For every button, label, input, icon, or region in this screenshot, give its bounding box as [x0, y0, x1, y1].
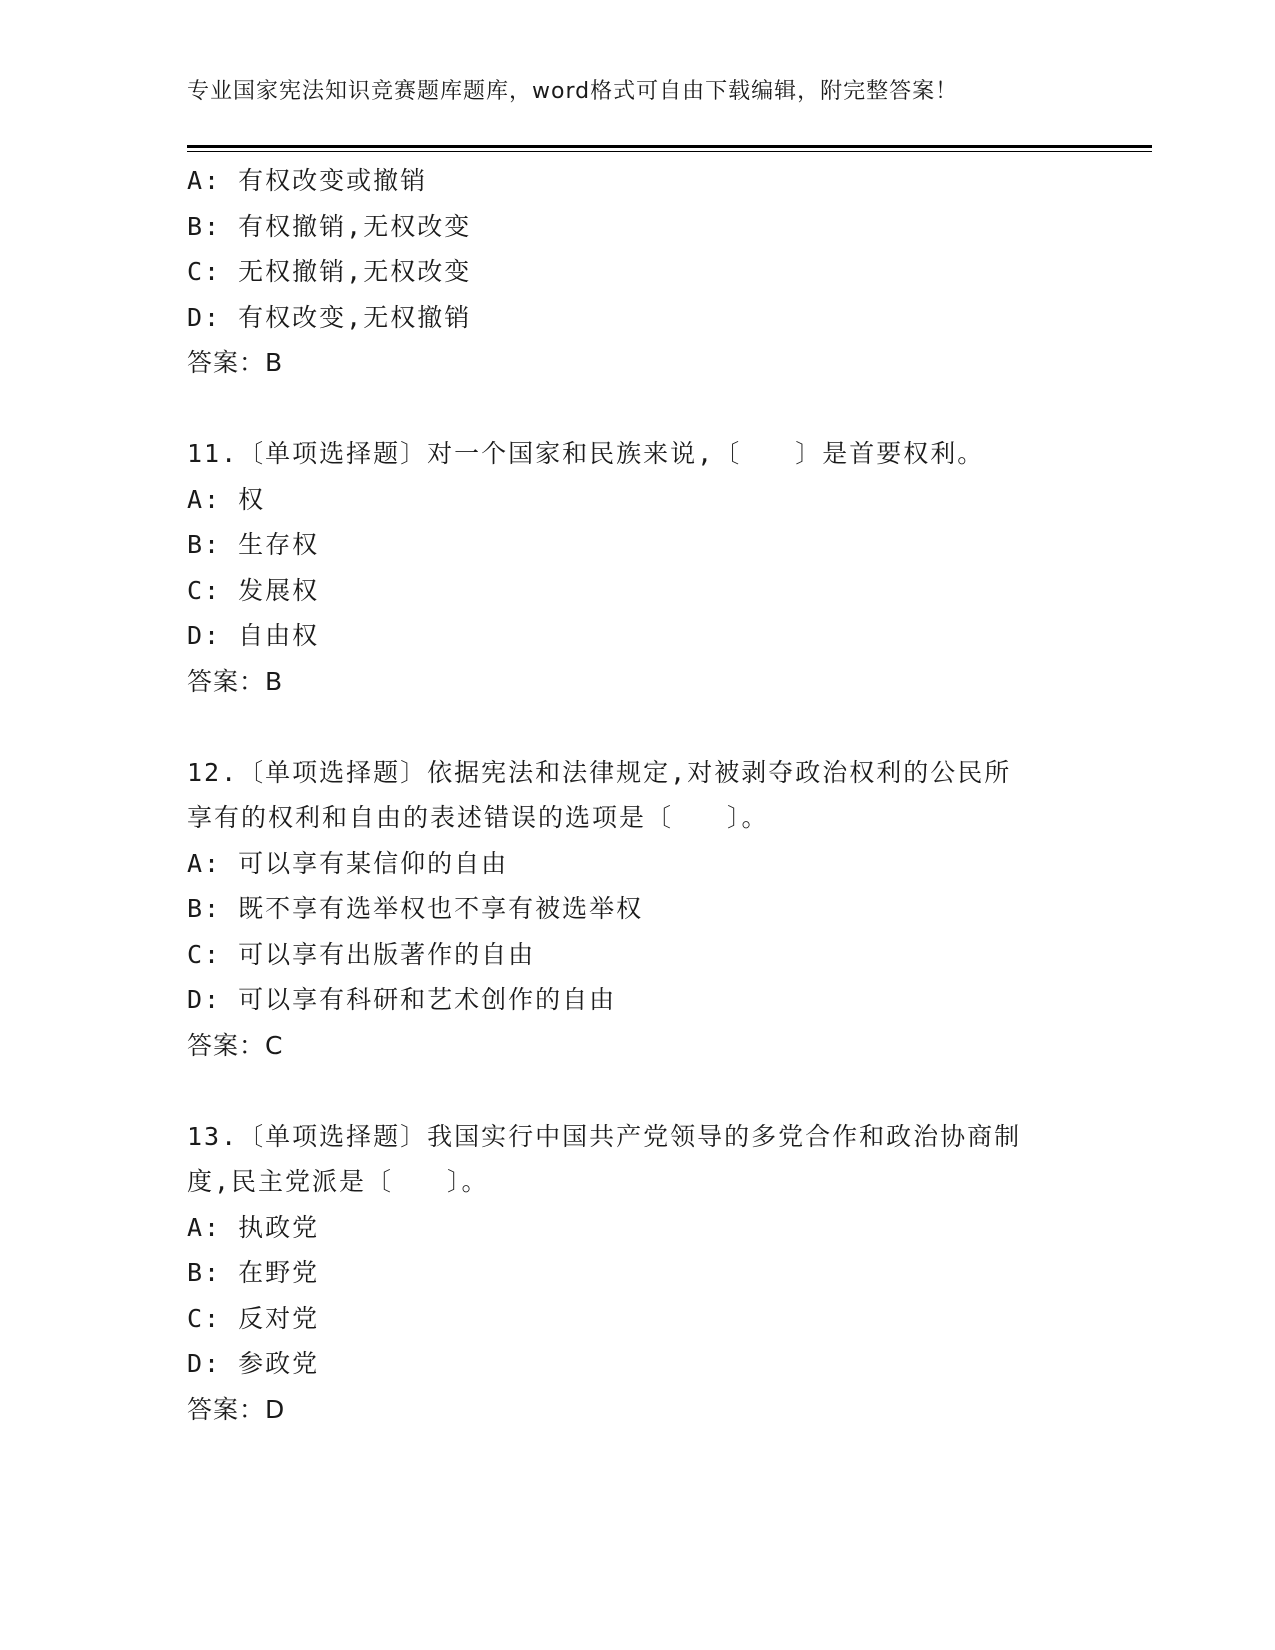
option-b: B: 既不享有选举权也不享有被选举权: [187, 894, 644, 923]
question-stem: 11.〔单项选择题〕对一个国家和民族来说,〔 〕是首要权利。: [187, 439, 985, 468]
question-block-prev: [187, 158, 1107, 386]
option-c: C: 可以享有出版著作的自由: [187, 939, 536, 969]
option-d: D: 有权改变,无权撤销: [187, 302, 472, 332]
spacer: [187, 704, 1107, 750]
question-stem-cont: 享有的权利和自由的表述错误的选项是〔 〕。: [187, 803, 769, 832]
question-stem: 12.〔单项选择题〕依据宪法和法律规定,对被剥夺政治权利的公民所: [187, 757, 1012, 787]
option-b: B: 在野党: [187, 1258, 320, 1287]
header-rule-thick: [187, 145, 1152, 148]
option-c: C: 发展权: [187, 575, 320, 605]
answer-line: 答案：D: [187, 1394, 286, 1424]
question-list: [187, 158, 1107, 1432]
header-rule-thin: [187, 151, 1152, 152]
page-header: 专业国家宪法知识竞赛题库题库，word格式可自由下载编辑，附完整答案！: [187, 79, 959, 104]
answer-line: 答案：C: [187, 1030, 284, 1060]
option-b: B: 生存权: [187, 530, 320, 559]
option-c: C: 无权撤销,无权改变: [187, 257, 472, 286]
question-block-12: [187, 750, 1107, 1069]
question-stem-cont: 度,民主党派是〔 〕。: [187, 1167, 489, 1196]
option-d: D: 参政党: [187, 1349, 320, 1378]
spacer: [187, 386, 1107, 432]
question-stem: 13.〔单项选择题〕我国实行中国共产党领导的多党合作和政治协商制: [187, 1121, 1022, 1151]
option-d: D: 可以享有科研和艺术创作的自由: [187, 985, 617, 1014]
question-block-11: [187, 431, 1107, 704]
option-c: C: 反对党: [187, 1303, 320, 1333]
option-b: B: 有权撤销,无权改变: [187, 211, 472, 241]
question-block-13: [187, 1114, 1107, 1433]
option-d: D: 自由权: [187, 621, 320, 650]
option-a: A: 执政党: [187, 1212, 320, 1242]
option-a: A: 权: [187, 484, 266, 514]
option-a: A: 可以享有某信仰的自由: [187, 848, 509, 878]
option-a: A: 有权改变或撤销: [187, 166, 428, 195]
answer-line: 答案：B: [187, 666, 284, 696]
answer-line: 答案：B: [187, 348, 284, 377]
spacer: [187, 1068, 1107, 1114]
